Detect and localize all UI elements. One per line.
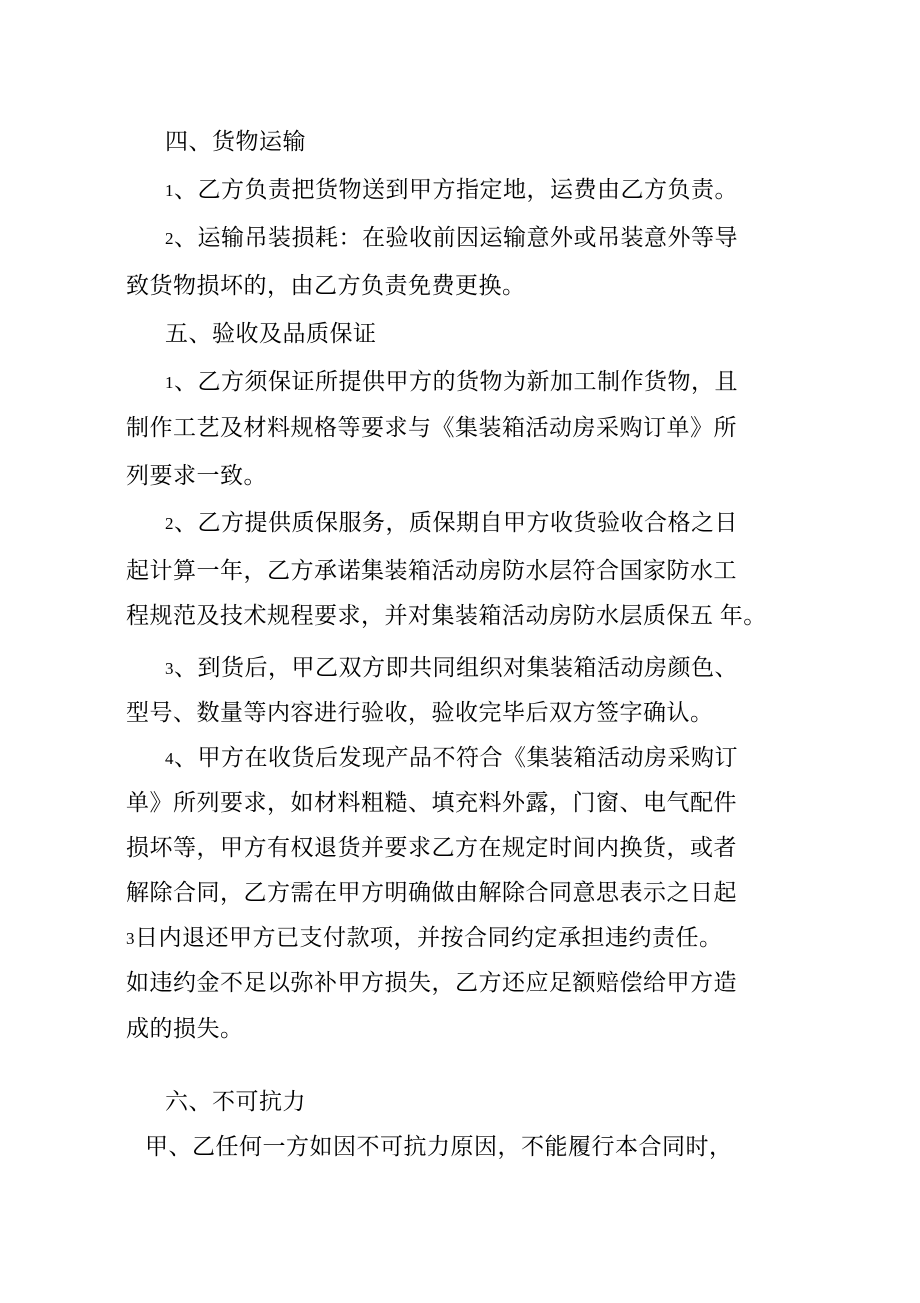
list-item-line	[165, 367, 738, 397]
heading-text: 四、货物运输	[165, 129, 306, 154]
list-number: 2	[165, 229, 174, 248]
text-line	[126, 878, 737, 908]
line-text: 列要求一致。	[126, 463, 267, 488]
line-text: 、乙方提供质保服务，质保期自甲方收货验收合格之日	[174, 510, 738, 535]
list-number: 3	[165, 659, 174, 678]
line-text: 致货物损坏的，由乙方负责免费更换。	[126, 273, 526, 298]
list-number: 1	[165, 181, 174, 200]
heading-text: 五、验收及品质保证	[165, 321, 377, 346]
line-text: 、乙方须保证所提供甲方的货物为新加工制作货物，且	[174, 369, 738, 394]
text-line	[126, 1014, 244, 1044]
line-text: 如违约金不足以弥补甲方损失，乙方还应足额赔偿给甲方造	[126, 970, 737, 995]
text-line	[126, 461, 267, 491]
text-line	[126, 968, 737, 998]
list-item-line	[165, 653, 738, 683]
text-line	[126, 923, 723, 953]
text-line	[126, 556, 737, 586]
list-item-line	[165, 223, 738, 253]
text-line	[126, 271, 526, 301]
list-number: 1	[165, 373, 174, 392]
text-line	[126, 788, 737, 818]
line-text: 、到货后，甲乙双方即共同组织对集装箱活动房颜色、	[174, 655, 738, 680]
line-text: 解除合同，乙方需在甲方明确做由解除合同意思表示之日起	[126, 880, 737, 905]
text-line	[126, 413, 737, 443]
line-text: 型号、数量等内容进行验收，验收完毕后双方签字确认。	[126, 700, 714, 725]
text-line	[126, 601, 767, 631]
line-text: 日内退还甲方已支付款项，并按合同约定承担违约责任。	[135, 925, 723, 950]
section-heading	[165, 127, 306, 157]
line-text: 制作工艺及材料规格等要求与《集装箱活动房采购订单》所	[126, 415, 737, 440]
list-item-line	[165, 743, 738, 773]
line-text: 单》所列要求，如材料粗糙、填充料外露，门窗、电气配件	[126, 790, 737, 815]
list-item-line	[165, 508, 738, 538]
list-number: 4	[165, 749, 174, 768]
heading-text: 六、不可抗力	[165, 1089, 306, 1114]
line-text: 、乙方负责把货物送到甲方指定地，运费由乙方负责。	[174, 177, 738, 202]
section-heading	[165, 1087, 306, 1117]
text-line	[145, 1132, 733, 1162]
line-text: 甲、乙任何一方如因不可抗力原因，不能履行本合同时，	[145, 1134, 733, 1159]
list-number: 2	[165, 514, 174, 533]
list-item-line	[165, 175, 738, 205]
text-line	[126, 833, 737, 863]
list-number: 3	[126, 929, 135, 948]
line-text: 起计算一年，乙方承诺集装箱活动房防水层符合国家防水工	[126, 558, 737, 583]
line-text: 程规范及技术规程要求，并对集装箱活动房防水层质保五 年。	[126, 603, 767, 628]
line-text: 损坏等，甲方有权退货并要求乙方在规定时间内换货，或者	[126, 835, 737, 860]
text-line	[126, 698, 714, 728]
line-text: 、运输吊装损耗：在验收前因运输意外或吊装意外等导	[174, 225, 738, 250]
line-text: 、甲方在收货后发现产品不符合《集装箱活动房采购订	[174, 745, 738, 770]
section-heading	[165, 319, 377, 349]
line-text: 成的损失。	[126, 1016, 244, 1041]
